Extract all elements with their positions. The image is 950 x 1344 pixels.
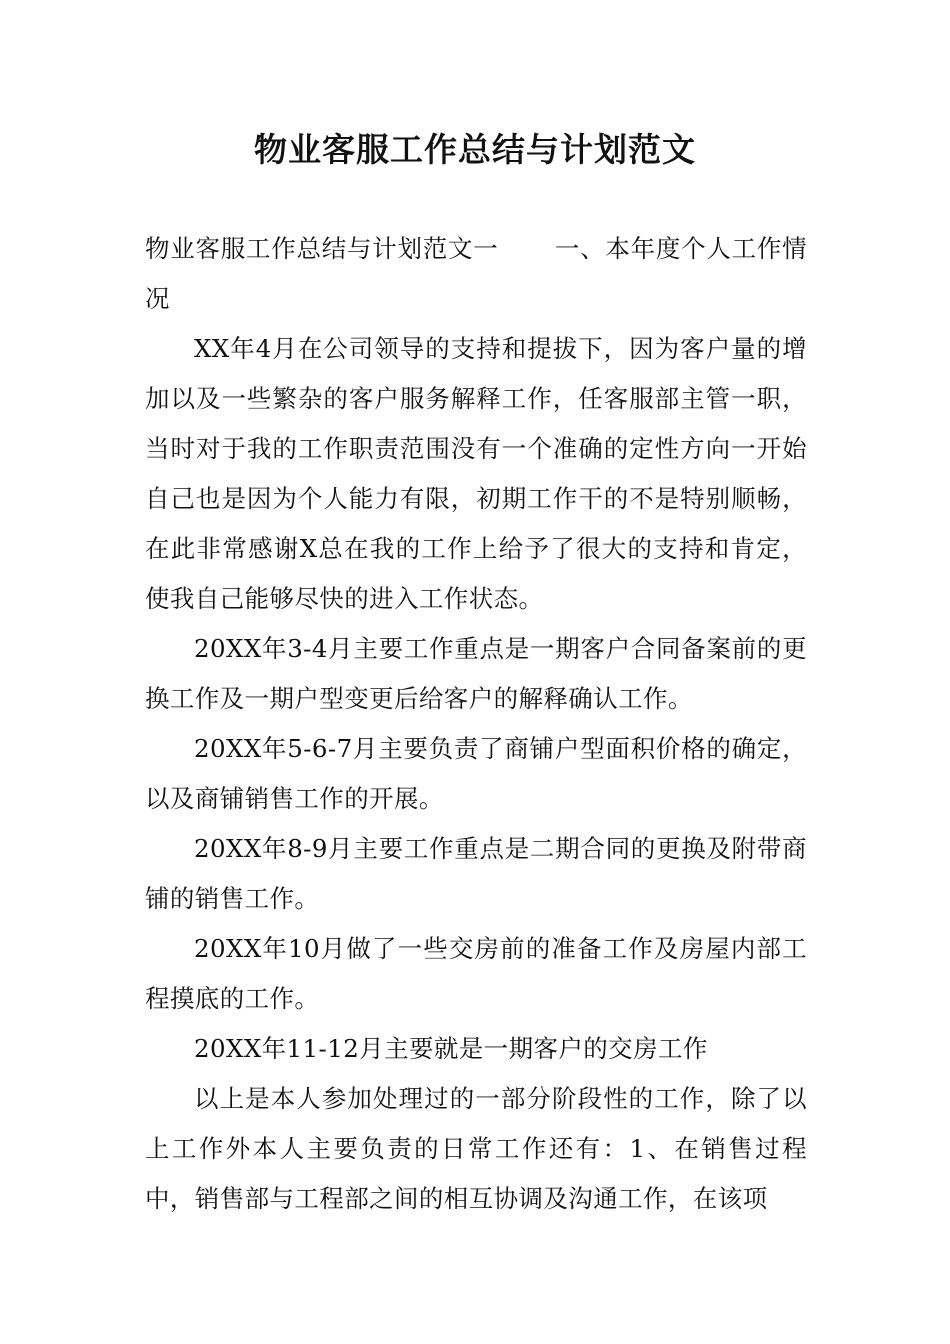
paragraph-7: 以上是本人参加处理过的一部分阶段性的工作，除了以上工作外本人主要负责的日常工作还有：1、在销售过程中，销售部与工程部之间的相互协调及沟通工作，在该项 <box>145 1084 807 1213</box>
page-title: 物业客服工作总结与计划范文 <box>254 130 696 169</box>
paragraph-6: 20XX年11-12月主要就是一期客户的交房工作 <box>194 1034 708 1063</box>
section-heading: 一、本年度个人工作情况 <box>145 234 807 313</box>
paragraph-5: 20XX年10月做了一些交房前的准备工作及房屋内部工程摸底的工作。 <box>145 934 807 1013</box>
paragraph-1: XX年4月在公司领导的支持和提拔下，因为客户量的增加以及一些繁杂的客户服务解释工作，任客服部主管一职，当时对于我的工作职责范围没有一个准确的定性方向一开始自己也是因为个人能力有限，初期工作干的不是特别顺畅，在此非常感谢X总在我的工作上给予了很大的支持和肯定，使我自己能够尽快的进入工作状态。 <box>145 334 807 613</box>
paragraph-3: 20XX年5-6-7月主要负责了商铺户型面积价格的确定，以及商铺销售工作的开展。 <box>145 734 807 813</box>
intro-paragraph <box>145 224 807 324</box>
paragraph-2: 20XX年3-4月主要工作重点是一期客户合同备案前的更换工作及一期户型变更后给客户的解释确认工作。 <box>145 634 807 713</box>
paragraph-4: 20XX年8-9月主要工作重点是二期合同的更换及附带商铺的销售工作。 <box>145 834 807 913</box>
document-body <box>145 224 807 1224</box>
intro-lead: 物业客服工作总结与计划范文一 <box>145 234 499 263</box>
